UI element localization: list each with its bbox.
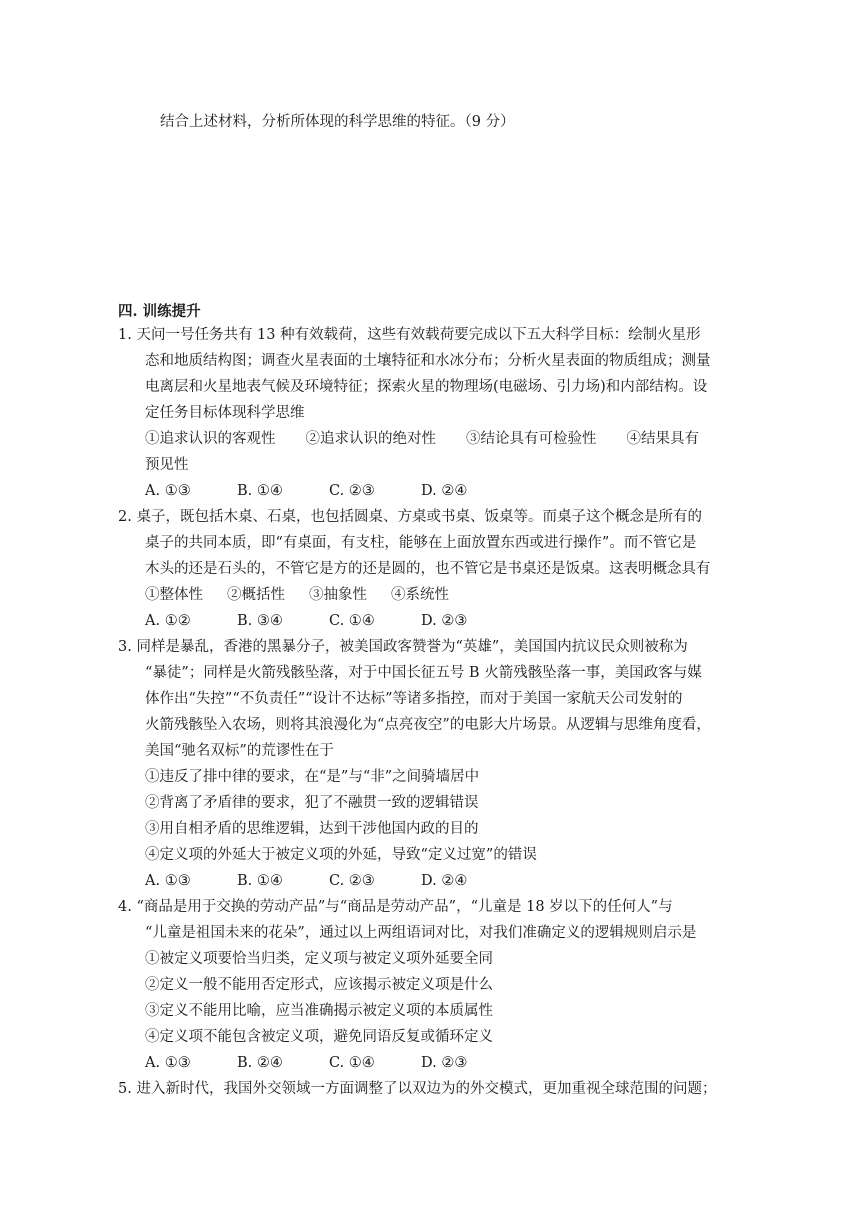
answer-choice-a[interactable]: A. ①③: [145, 483, 191, 499]
answer-choice-c[interactable]: C. ②③: [329, 483, 375, 499]
question-line: 木头的还是石头的，不管它是方的还是圆的，也不管它是书桌还是饭桌。这表明概念具有: [145, 561, 711, 577]
answer-choice-a[interactable]: A. ①②: [145, 613, 191, 629]
question-line: 3. 同样是暴乱，香港的黑暴分子，被美国政客赞誉为“英雄”，美国国内抗议民众则被称为: [118, 639, 688, 655]
question-line: “暴徒”；同样是火箭残骸坠落，对于中国长征五号 B 火箭残骸坠落一事，美国政客与媒: [145, 665, 702, 681]
answer-choice-d[interactable]: D. ②④: [421, 483, 468, 499]
question-line: 5. 进入新时代，我国外交领域一方面调整了以双边为的外交模式，更加重视全球范围的问题；: [118, 1081, 717, 1097]
statement-option: ③用自相矛盾的思维逻辑，达到干涉他国内政的目的: [145, 821, 479, 837]
question-line: “儿童是祖国未来的花朵”，通过以上两组语词对比，对我们准确定义的逻辑规则启示是: [145, 925, 697, 941]
statement-option: ③定义不能用比喻，应当准确揭示被定义项的本质属性: [145, 1003, 493, 1019]
statement-option: ①整体性: [145, 587, 203, 603]
answer-choice-c[interactable]: C. ①④: [329, 1055, 375, 1071]
section-title: 四. 训练提升: [118, 303, 201, 320]
answer-choice-a[interactable]: A. ①③: [145, 1055, 191, 1071]
question-list: [118, 322, 758, 1102]
answer-choices: [118, 608, 758, 634]
statement-option: ④系统性: [391, 587, 449, 603]
answer-choices: [118, 868, 758, 894]
question-4: [118, 894, 758, 1076]
statement-option: ④定义项不能包含被定义项，避免同语反复或循环定义: [145, 1029, 493, 1045]
answer-choice-b[interactable]: B. ①④: [237, 483, 283, 499]
question-line: 体作出“失控”“不负责任”“设计不达标”等诸多指控，而对于美国一家航天公司发射的: [145, 691, 683, 707]
question-5: [118, 1076, 758, 1102]
statement-option: ④结果具有: [626, 431, 699, 447]
answer-choice-a[interactable]: A. ①③: [145, 873, 191, 889]
question-line: 态和地质结构图；调查火星表面的土壤特征和水冰分布；分析火星表面的物质组成；测量: [145, 353, 711, 369]
question-line: 2. 桌子，既包括木桌、石桌，也包括圆桌、方桌或书桌、饭桌等。而桌子这个概念是所有的: [118, 509, 702, 525]
statement-option: ②定义一般不能用否定形式，应该揭示被定义项是什么: [145, 977, 493, 993]
question-line: 火箭残骸坠入农场，则将其浪漫化为“点亮夜空”的电影大片场景。从逻辑与思维角度看，: [145, 717, 711, 733]
answer-choice-d[interactable]: D. ②③: [421, 1055, 468, 1071]
statement-option: ③抽象性: [309, 587, 367, 603]
question-1: [118, 322, 758, 504]
statement-option: ②概括性: [227, 587, 285, 603]
statement-option: ①被定义项要恰当归类，定义项与被定义项外延要全同: [145, 951, 493, 967]
statement-option: ①追求认识的客观性: [145, 431, 276, 447]
question-2: [118, 504, 758, 634]
answer-choice-c[interactable]: C. ①④: [329, 613, 375, 629]
statement-option: ③结论具有可检验性: [466, 431, 597, 447]
answer-choice-d[interactable]: D. ②③: [421, 613, 468, 629]
question-line: 美国“驰名双标”的荒谬性在于: [145, 743, 334, 759]
answer-choice-b[interactable]: B. ①④: [237, 873, 283, 889]
answer-choices: [118, 1050, 758, 1076]
question-line: 定任务目标体现科学思维: [145, 405, 305, 421]
question-3: [118, 634, 758, 894]
question-line: 桌子的共同本质，即“有桌面，有支柱，能够在上面放置东西或进行操作”。而不管它是: [145, 535, 697, 551]
answer-choice-c[interactable]: C. ②③: [329, 873, 375, 889]
answer-choice-d[interactable]: D. ②④: [421, 873, 468, 889]
question-line: 1. 天问一号任务共有 13 种有效载荷，这些有效载荷要完成以下五大科学目标：绘制火星形: [118, 327, 701, 343]
statement-option: ①违反了排中律的要求，在“是”与“非”之间骑墙居中: [145, 769, 480, 785]
statement-option: ②追求认识的绝对性: [305, 431, 436, 447]
statement-continuation: 预见性: [145, 457, 189, 473]
statement-option: ④定义项的外延大于被定义项的外延，导致“定义过宽”的错误: [145, 847, 537, 863]
statement-options: [118, 582, 758, 608]
statement-options: [118, 426, 758, 452]
question-line: 电离层和火星地表气候及环境特征；探索火星的物理场(电磁场、引力场)和内部结构。设: [145, 379, 708, 395]
statement-option: ②背离了矛盾律的要求，犯了不融贯一致的逻辑错误: [145, 795, 479, 811]
answer-choices: [118, 478, 758, 504]
intro-text: 结合上述材料，分析所体现的科学思维的特征。（9 分）: [160, 114, 515, 130]
answer-choice-b[interactable]: B. ②④: [237, 1055, 283, 1071]
question-line: 4. “商品是用于交换的劳动产品”与“商品是劳动产品”，“儿童是 18 岁以下的任何人”与: [118, 899, 673, 915]
answer-choice-b[interactable]: B. ③④: [237, 613, 283, 629]
